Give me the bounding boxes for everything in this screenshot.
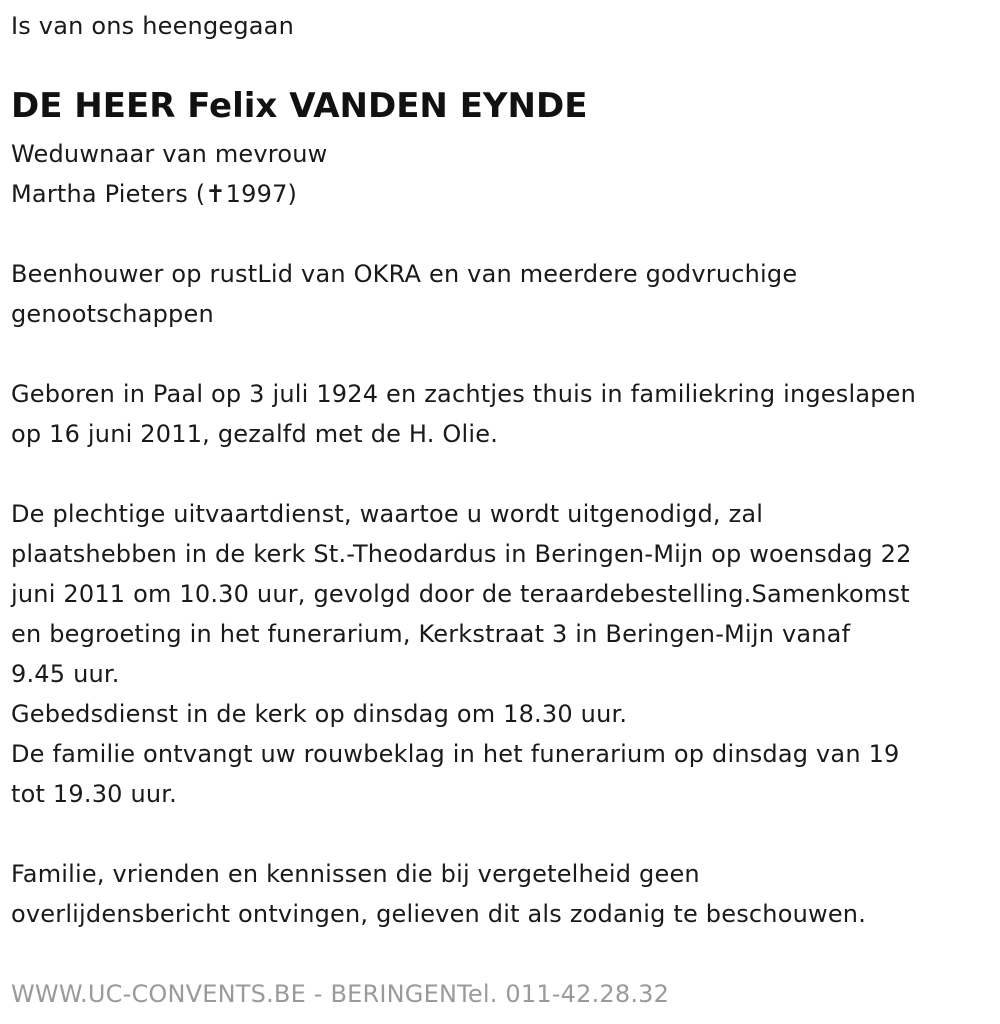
ceremony-line-1: De plechtige uitvaartdienst, waartoe u wordt uitgenodigd, zal [11, 500, 764, 528]
occupation-line-2: genootschappen [11, 300, 214, 328]
ceremony-line-4: en begroeting in het funerarium, Kerkstraat 3 in Beringen-Mijn vanaf [11, 620, 851, 648]
footer-contact: WWW.UC-CONVENTS.BE - BERINGENTel. 011-42.28.32 [11, 980, 670, 1008]
notice-line-1: Familie, vrienden en kennissen die bij vergetelheid geen [11, 860, 700, 888]
spouse-section [11, 134, 327, 214]
spouse-line-1: Weduwnaar van mevrouw [11, 140, 328, 168]
notice-line-2: overlijdensbericht ontvingen, gelieven dit als zodanig te beschouwen. [11, 900, 867, 928]
ceremony-section [11, 494, 912, 814]
notice-section [11, 854, 866, 934]
occupation-line-1: Beenhouwer op rustLid van OKRA en van meerdere godvruchige [11, 260, 798, 288]
spouse-line-2: Martha Pieters (✝1997) [11, 180, 298, 208]
intro-text: Is van ons heengegaan [11, 12, 295, 40]
ceremony-line-6: Gebedsdienst in de kerk op dinsdag om 18.30 uur. [11, 700, 628, 728]
occupation-section [11, 254, 797, 334]
ceremony-line-5: 9.45 uur. [11, 660, 120, 688]
ceremony-line-3: juni 2011 om 10.30 uur, gevolgd door de teraardebestelling.Samenkomst [11, 580, 910, 608]
ceremony-line-8: tot 19.30 uur. [11, 780, 177, 808]
birth-death-line-1: Geboren in Paal op 3 juli 1924 en zachtjes thuis in familiekring ingeslapen [11, 380, 917, 408]
ceremony-line-7: De familie ontvangt uw rouwbeklag in het funerarium op dinsdag van 19 [11, 740, 900, 768]
ceremony-line-2: plaatshebben in de kerk St.-Theodardus in Beringen-Mijn op woensdag 22 [11, 540, 912, 568]
deceased-name: DE HEER Felix VANDEN EYNDE [11, 86, 588, 126]
birth-death-line-2: op 16 juni 2011, gezalfd met de H. Olie. [11, 420, 499, 448]
birth-death-section [11, 374, 916, 454]
